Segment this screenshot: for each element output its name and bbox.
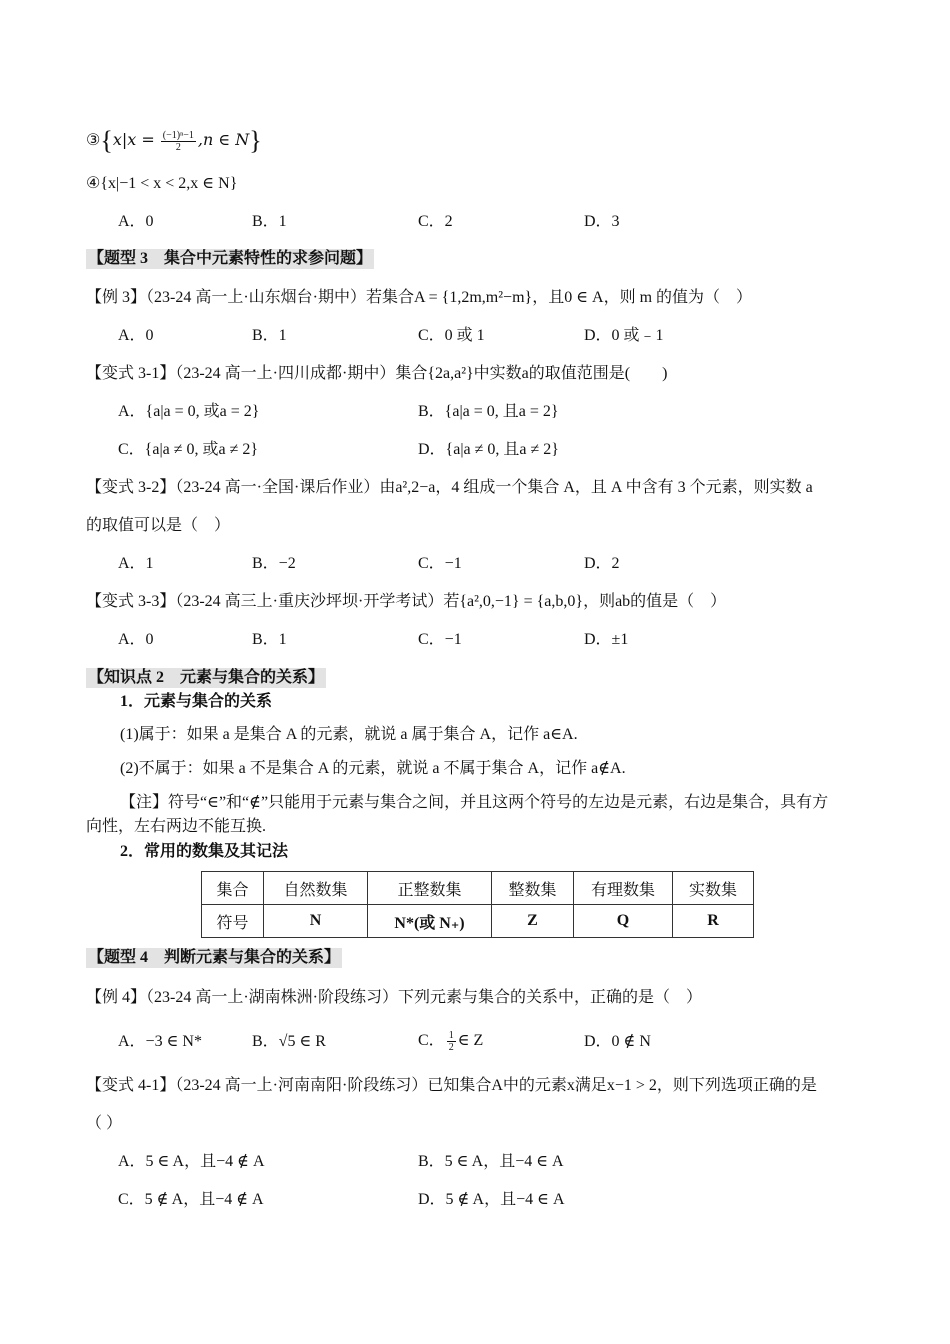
table-cell: Q [574,905,673,938]
set-item-4: ④{x|−1 < x < 2,x ∈ N} [86,175,238,192]
variant-3-1-stem: 【变式 3-1】（23-24 高一上·四川成都·期中）集合{2a,a²}中实数a的取值范围是( ) [86,365,668,382]
variant-4-1-option-d: D．5 ∉ A，且−4 ∈ A [418,1191,565,1208]
variant-3-2-option-d: D．2 [584,555,620,572]
table-cell: 集合 [202,872,264,905]
example-3-option-b: B．1 [252,327,287,344]
fraction [161,130,196,153]
variant-3-2-stem-line1: 【变式 3-2】（23-24 高一·全国·课后作业）由a²,2−a，4 组成一个集合 A，且 A 中含有 3 个元素，则实数 a [86,479,813,496]
table-cell: 实数集 [673,872,754,905]
table-cell: N*(或 N₊) [368,905,492,938]
option-a: A．0 [118,213,154,230]
variant-3-3-stem: 【变式 3-3】（23-24 高三上·重庆沙坪坝·开学考试）若{a²,0,−1} = {a,b,0}，则ab的值是（ ） [86,593,727,610]
example-3-option-d: D．0 或﹣1 [584,327,664,344]
variant-3-1-option-a: A．{a|a = 0, 或a = 2} [118,403,260,420]
variant-4-1-option-c: C．5 ∉ A，且−4 ∉ A [118,1191,264,1208]
table-cell: R [673,905,754,938]
variant-3-1-option-d: D．{a|a ≠ 0, 且a ≠ 2} [418,441,559,458]
note-line1: 【注】符号“∈”和“∉”只能用于元素与集合之间，并且这两个符号的左边是元素，右边是集合，具有方 [120,794,829,811]
note-line2: 向性，左右两边不能互换. [86,818,267,835]
example-3-option-a: A．0 [118,327,154,344]
variant-3-1-option-b: B．{a|a = 0, 且a = 2} [418,403,559,420]
variant-3-2-stem-line2: 的取值可以是（ ） [86,517,231,534]
example-4-option-d: D．0 ∉ N [584,1033,651,1050]
subheading-element-set-relation: 1．元素与集合的关系 [120,693,273,710]
table-cell: 符号 [202,905,264,938]
subheading-common-number-sets: 2．常用的数集及其记法 [120,843,289,860]
option-c: C．2 [418,213,453,230]
table-symbol-row [202,905,754,938]
section-heading-knowledge2: 【知识点 2 元素与集合的关系】 [88,669,325,686]
variant-3-3-option-a: A．0 [118,631,154,648]
example-4-option-b: B．√5 ∈ R [252,1033,326,1050]
right-brace: } [249,126,262,155]
table-header-row [202,872,754,905]
option-b: B．1 [252,213,287,230]
section-heading-type4: 【题型 4 判断元素与集合的关系】 [88,949,341,966]
fraction-denominator: 2 [448,1041,454,1053]
section-heading-type3: 【题型 3 集合中元素特性的求参问题】 [88,250,373,267]
variant-4-1-option-b: B．5 ∈ A，且−4 ∈ A [418,1153,564,1170]
option-label: C． [418,1032,445,1049]
variant-4-1-stem-line2: （ ） [86,1115,123,1132]
option-relation: ∈ Z [457,1032,484,1049]
fraction [447,1030,456,1053]
table-cell: 自然数集 [264,872,368,905]
belong-definition: (1)属于：如果 a 是集合 A 的元素，就说 a 属于集合 A，记作 a∈A. [120,726,578,743]
left-brace: { [100,126,113,155]
table-cell: Z [492,905,574,938]
example-3-stem: 【例 3】（23-24 高一上·山东烟台·期中）若集合A = {1,2m,m²−m}，且0 ∈ A，则 m 的值为（ ） [86,289,753,306]
variant-3-2-option-c: C．−1 [418,555,462,572]
variant-3-1-option-c: C．{a|a ≠ 0, 或a ≠ 2} [118,441,259,458]
table-cell: 正整数集 [368,872,492,905]
example-4-option-a: A．−3 ∈ N* [118,1033,202,1050]
option-d: D．3 [584,213,620,230]
item-number-3: ③ [86,132,101,149]
variant-4-1-stem-line1: 【变式 4-1】（23-24 高一上·河南南阳·阶段练习）已知集合A中的元素x满足x−1 > 2，则下列选项正确的是 [86,1077,817,1094]
set-condition-rest: ,n ∈ N [197,130,250,149]
table-cell: 整数集 [492,872,574,905]
example-4-option-c [418,1027,483,1055]
fraction-numerator: 1 [448,1029,454,1041]
variant-3-3-option-c: C．−1 [418,631,462,648]
fraction-denominator: 2 [175,141,181,153]
variant-3-3-option-b: B．1 [252,631,287,648]
set-condition-lhs: x|x = [112,130,155,149]
variant-3-3-option-d: D．±1 [584,631,629,648]
not-belong-definition: (2)不属于：如果 a 不是集合 A 的元素，就说 a 不属于集合 A，记作 a∉A. [120,760,626,777]
variant-3-2-option-b: B．−2 [252,555,296,572]
fraction-numerator: (−1)ⁿ−1 [162,129,194,141]
set-item-3 [86,128,262,153]
variant-3-2-option-a: A．1 [118,555,154,572]
example-3-option-c: C．0 或 1 [418,327,485,344]
example-4-stem: 【例 4】（23-24 高一上·湖南株洲·阶段练习）下列元素与集合的关系中，正确的是（ ） [86,989,702,1006]
table-cell: 有理数集 [574,872,673,905]
variant-4-1-option-a: A．5 ∈ A，且−4 ∉ A [118,1153,265,1170]
number-sets-table [201,871,754,938]
table-cell: N [264,905,368,938]
